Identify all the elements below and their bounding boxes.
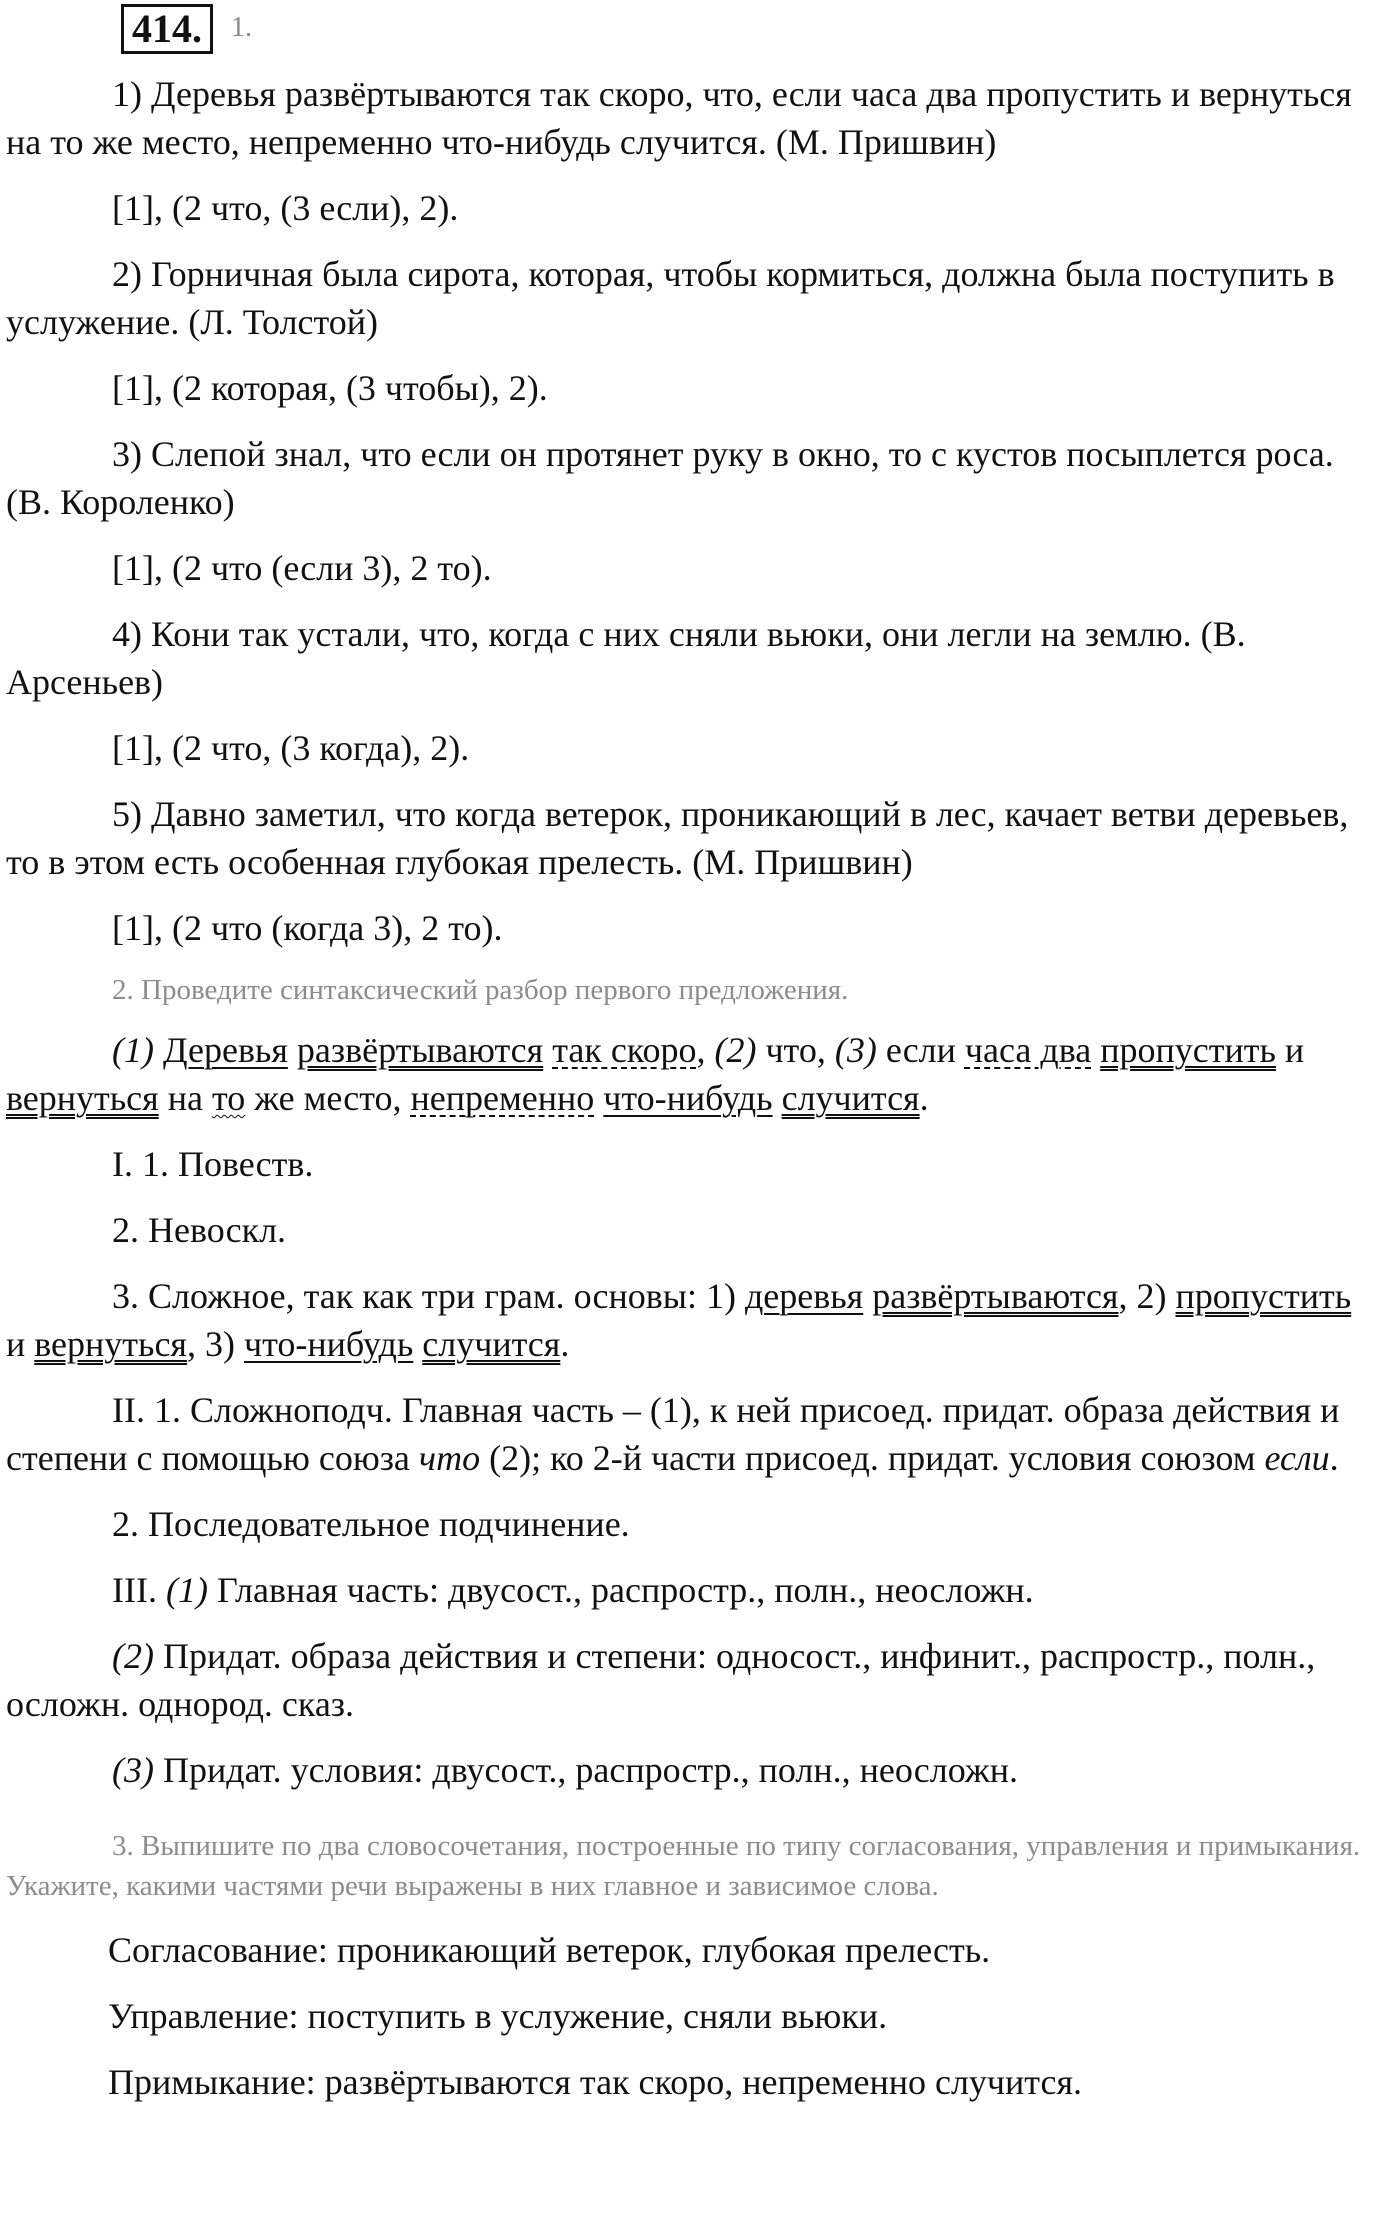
- predicate: развёртываются: [296, 1030, 544, 1070]
- predicate: вернуться: [34, 1324, 187, 1364]
- analysis-ii1: [6, 1386, 1366, 1482]
- adverbial: часа два: [964, 1030, 1092, 1070]
- conjunction: если: [885, 1030, 956, 1070]
- predicate: пропустить: [1175, 1276, 1352, 1316]
- clause-marker: (2): [714, 1030, 757, 1070]
- scheme-4: [1], (2 что, (3 когда), 2).: [112, 728, 470, 768]
- exercise-number: 414.: [121, 4, 213, 54]
- scheme-5: [1], (2 что (когда 3), 2 то).: [112, 908, 503, 948]
- text: .: [560, 1324, 570, 1364]
- scheme-1: [1], (2 что, (3 если), 2).: [112, 188, 459, 228]
- scheme-2: [1], (2 которая, (3 чтобы), 2).: [112, 368, 548, 408]
- parsed-sentence: [6, 1026, 1366, 1122]
- analysis-ii2: 2. Последовательное подчинение.: [112, 1504, 630, 1544]
- subject: деревья: [744, 1276, 864, 1316]
- task-1-label: 1.: [231, 12, 252, 43]
- text: .: [1329, 1438, 1339, 1478]
- text: , 3): [186, 1324, 235, 1364]
- text: Придат. образа действия и степени: односост., инфинит., распростр., полн., осложн. однород. сказ.: [6, 1636, 1316, 1724]
- punct: .: [919, 1078, 929, 1118]
- text: Придат. условия: двусост., распростр., полн., неосложн.: [162, 1750, 1018, 1790]
- subject: что-нибудь: [243, 1324, 414, 1364]
- predicate: развёртываются: [872, 1276, 1119, 1316]
- sentence-4: 4) Кони так устали, что, когда с них сняли вьюки, они легли на землю. (В. Арсеньев): [6, 614, 1246, 702]
- exercise-header: [121, 4, 252, 52]
- sentence-5: 5) Давно заметил, что когда ветерок, проникающий в лес, качает ветви деревьев, то в этом есть особенная глубокая прелесть. (М. Пришвин): [6, 794, 1349, 882]
- answer-agreement: Согласование: проникающий ветерок, глубокая прелесть.: [108, 1930, 991, 1970]
- conjunction: и: [1284, 1030, 1305, 1070]
- text: (2); ко 2-й части присоед. придат. условия союзом: [489, 1438, 1256, 1478]
- analysis-iii3: [6, 1746, 1366, 1794]
- text: II. 1. Сложноподч. Главная часть – (1), к ней присоед. придат. образа действия и степени с помощью союза: [6, 1390, 1340, 1478]
- predicate: случится: [422, 1324, 561, 1364]
- answer-government: Управление: поступить в услужение, сняли вьюки.: [108, 1996, 888, 2036]
- conjunction-italic: если: [1264, 1438, 1330, 1478]
- sentence-3: 3) Слепой знал, что если он протянет руку в окно, то с кустов посыплется роса. (В. Короленко): [6, 434, 1334, 522]
- preposition: на: [167, 1078, 203, 1118]
- clause-marker: (3): [112, 1750, 154, 1790]
- analysis-i3: [6, 1272, 1366, 1368]
- analysis-iii1: [6, 1566, 1366, 1614]
- word: же место,: [254, 1078, 402, 1118]
- predicate: случится: [781, 1078, 920, 1118]
- text: III.: [112, 1570, 157, 1610]
- punct: ,: [696, 1030, 706, 1070]
- task-2-instruction: 2. Проведите синтаксический разбор первого предложения.: [112, 974, 849, 1006]
- text: Главная часть: двусост., распростр., полн., неосложн.: [216, 1570, 1034, 1610]
- sentence-1: 1) Деревья развёртываются так скоро, что, если часа два пропустить и вернуться на то же место, непременно что-нибудь случится. (М. Пришвин): [6, 74, 1352, 162]
- attribute: то: [211, 1078, 246, 1118]
- predicate: пропустить: [1100, 1030, 1276, 1070]
- conjunction: что,: [765, 1030, 826, 1070]
- subject: что-нибудь: [603, 1078, 773, 1118]
- predicate: вернуться: [6, 1078, 159, 1118]
- analysis-i2: 2. Невоскл.: [112, 1210, 287, 1250]
- text: и: [6, 1324, 26, 1364]
- text: , 2): [1118, 1276, 1167, 1316]
- sentence-2: 2) Горничная была сирота, которая, чтобы кормиться, должна была поступить в услужение. (Л. Толстой): [6, 254, 1335, 342]
- adverbial: так скоро: [552, 1030, 697, 1070]
- answer-adjunction: Примыкание: развёртываются так скоро, непременно случится.: [108, 2062, 1083, 2102]
- task-3-instruction: 3. Выпишите по два словосочетания, построенные по типу согласования, управления и примыкания. Укажите, какими частями речи выражены в них главное и зависимое слова.: [6, 1830, 1361, 1902]
- document-body: [6, 70, 1366, 2124]
- clause-marker: (3): [834, 1030, 877, 1070]
- analysis-i1: I. 1. Повеств.: [112, 1144, 314, 1184]
- conjunction-italic: что: [418, 1438, 481, 1478]
- clause-marker: (2): [112, 1636, 154, 1676]
- analysis-iii2: [6, 1632, 1366, 1728]
- clause-marker: (1): [165, 1570, 208, 1610]
- text: 3. Сложное, так как три грам. основы: 1): [112, 1276, 736, 1316]
- clause-marker: (1): [112, 1030, 154, 1070]
- adverbial: непременно: [410, 1078, 595, 1118]
- scheme-3: [1], (2 что (если 3), 2 то).: [112, 548, 492, 588]
- subject: Деревья: [162, 1030, 288, 1070]
